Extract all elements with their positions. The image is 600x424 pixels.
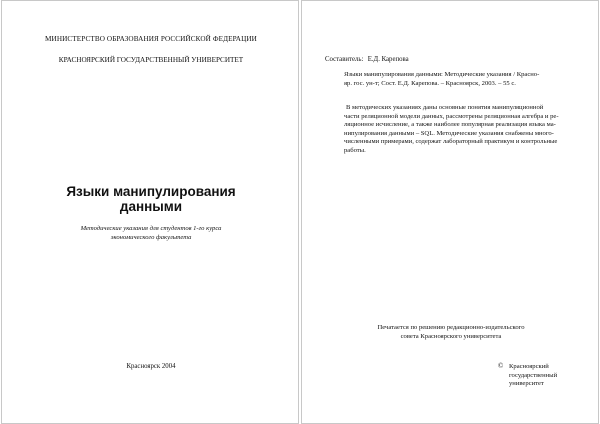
bibliographic-record [344, 71, 556, 88]
compiler-label: Составитель: [325, 56, 364, 63]
print-approval-note [302, 324, 600, 341]
copyright-line: государственный [509, 371, 558, 379]
copyright-line: Красноярский [509, 363, 549, 370]
document-title [22, 184, 280, 214]
ministry-heading: МИНИСТЕРСТВО ОБРАЗОВАНИЯ РОССИЙСКОЙ ФЕДЕРАЦИИ [45, 35, 257, 43]
abstract-line: работы. [344, 146, 366, 154]
compiler-name: Е.Д. Карепова [367, 56, 409, 63]
print-note-line: совета Красноярского университета [400, 332, 502, 340]
copyright-line: университет [509, 380, 544, 388]
title-line: данными [119, 199, 183, 214]
abstract-line: части реляционной модели данных, рассмотрены реляционная алгебра и ре- [344, 112, 559, 120]
biblio-line: Языки манипулирования данными: Методические указания / Красно- [344, 71, 540, 78]
compiler-row [325, 56, 409, 63]
subtitle-line: экономического факультета [110, 233, 192, 241]
abstract-line: нипулирования данными – SQL. Методические указания снабжены много- [344, 129, 554, 137]
university-heading: КРАСНОЯРСКИЙ ГОСУДАРСТВЕННЫЙ УНИВЕРСИТЕТ [58, 56, 244, 64]
abstract [344, 104, 559, 156]
imprint-page [301, 0, 599, 424]
city-year: Красноярск 2004 [126, 363, 176, 370]
abstract-line: В методических указаниях даны основные понятия манипуляционной [346, 104, 544, 111]
abstract-line: численными примерами, содержат лабораторный практикум и контрольные [344, 138, 558, 146]
title-line: Языки манипулирования [66, 184, 236, 199]
subtitle-line: Методические указания для студентов 1-го курса [80, 225, 222, 232]
biblio-line: яр. гос. ун-т; Сост. Е.Д. Карепова. – Красноярск, 2003. – 55 с. [344, 79, 516, 87]
document-subtitle [32, 225, 270, 242]
title-page [1, 0, 299, 424]
abstract-line: ляционное исчисление, а также наиболее популярная реализация языка ма- [344, 121, 556, 129]
copyright-holder [509, 363, 557, 389]
copyright-icon: © [498, 362, 504, 370]
print-note-line: Печатается по решению редакционно-издательского [377, 324, 525, 331]
